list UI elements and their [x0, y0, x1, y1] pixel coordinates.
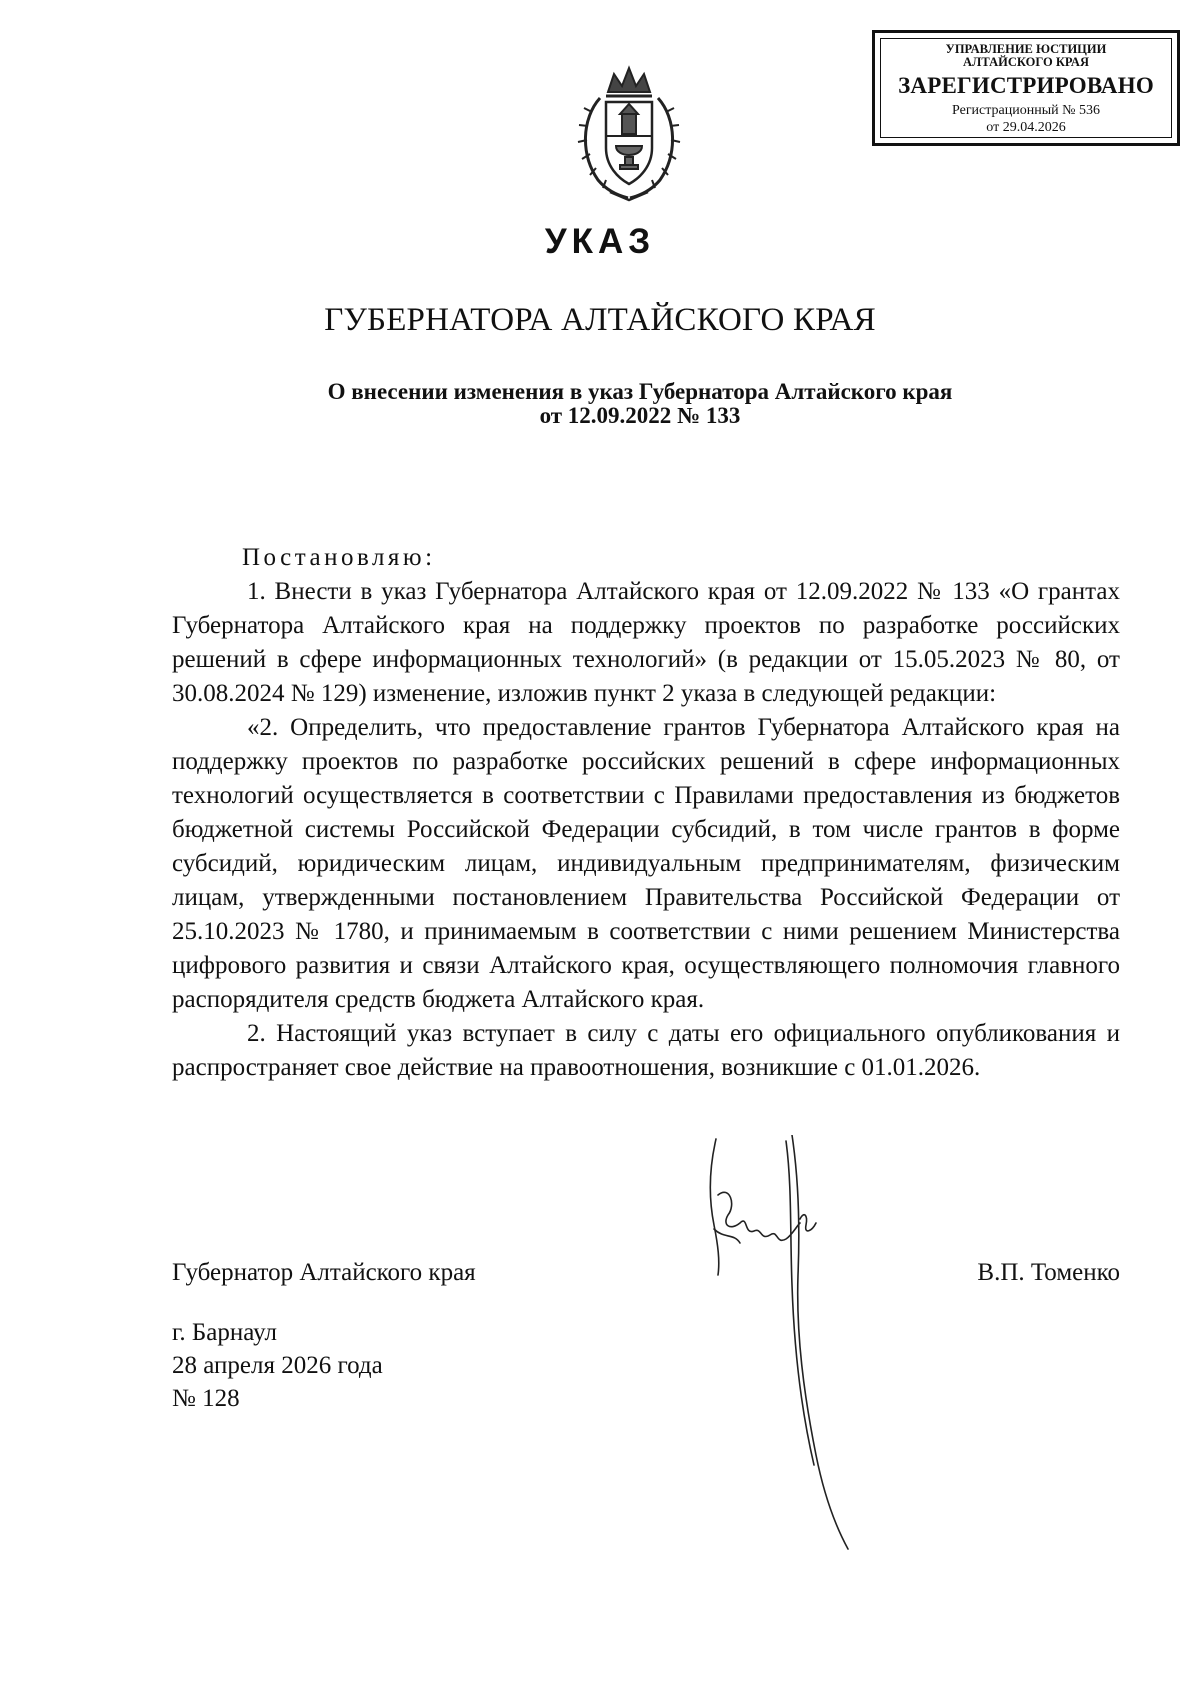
- stamp-org-line2: АЛТАЙСКОГО КРАЯ: [963, 55, 1089, 69]
- coat-of-arms-icon: [570, 62, 688, 202]
- paragraph-3: 2. Настоящий указ вступает в силу с даты его официального опубликования и распространяет свое действие на правоотношения, возникшие с 01.01.2026.: [172, 1020, 1120, 1081]
- paragraph-2: «2. Определить, что предоставление грантов Губернатора Алтайского края на поддержку проектов по разработке российских решений в сфере информационных технологий осуществляется в соответствии с Правилами предоставления из бюджетов бюджетной системы Российской Федерации субсидий, в том числе грантов в форме субсидий, юридическим лицам, индивидуальным предпринимателям, физическим лицам, утвержденными постановлением Правительства Российской Федерации от 25.10.2023 № 1780, и принимаемым в соответствии с ними решением Министерства цифрового развития и связи Алтайского края, осуществляющего полномочия главного распорядителя средств бюджета Алтайского края.: [172, 714, 1120, 1013]
- stamp-org-line1: УПРАВЛЕНИЕ ЮСТИЦИИ: [945, 42, 1107, 56]
- signing-date: 28 апреля 2026 года: [172, 1352, 383, 1379]
- place-date-block: [172, 1316, 383, 1415]
- handwritten-signature: [700, 1135, 880, 1555]
- stamp-status: ЗАРЕГИСТРИРОВАНО: [898, 73, 1154, 98]
- intro-text: Постановляю:: [242, 544, 436, 571]
- heading-line-1: О внесении изменения в указ Губернатора Алтайского края: [327, 379, 953, 404]
- stamp-reg-number: Регистрационный № 536: [952, 103, 1100, 118]
- document-issuer: ГУБЕРНАТОРА АЛТАЙСКОГО КРАЯ: [324, 302, 876, 338]
- stamp-inner-border: [880, 38, 1172, 138]
- signer-name: В.П. Томенко: [977, 1259, 1120, 1286]
- document-number: № 128: [172, 1385, 240, 1412]
- paragraph-1: 1. Внести в указ Губернатора Алтайского края от 12.09.2022 № 133 «О грантах Губернатора Алтайского края на поддержку проектов по разработке российских решений в сфере информационных технологий» (в редакции от 15.05.2023 № 80, от 30.08.2024 № 129) изменение, изложив пункт 2 указа в следующей редакции:: [172, 578, 1120, 707]
- stamp-reg-date: от 29.04.2026: [986, 120, 1066, 135]
- document-heading: [160, 380, 1120, 428]
- city: г. Барнаул: [172, 1319, 277, 1346]
- document-body: [172, 541, 1120, 1085]
- signer-position: Губернатор Алтайского края: [172, 1259, 476, 1286]
- registration-stamp: [872, 30, 1180, 146]
- document-type-title: УКАЗ: [544, 222, 656, 261]
- heading-line-2: от 12.09.2022 № 133: [539, 403, 741, 428]
